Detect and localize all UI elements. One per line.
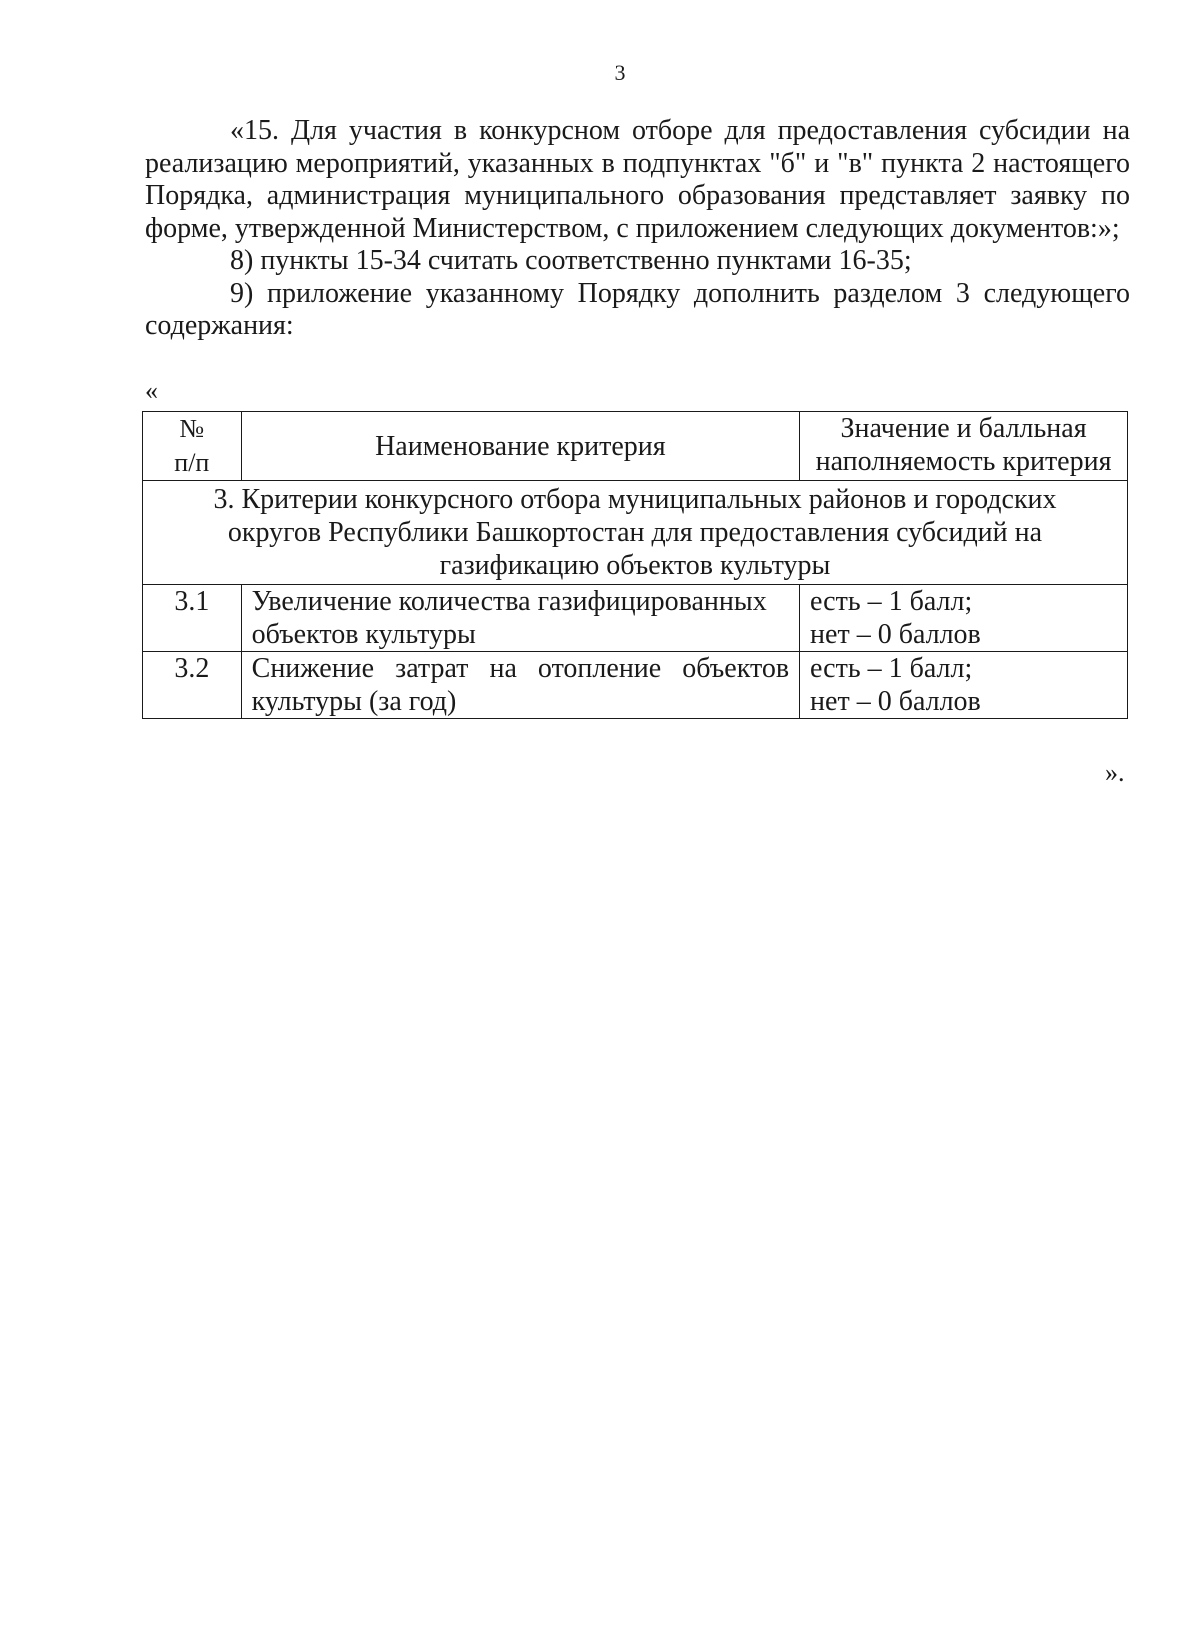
row-num: 3.1 bbox=[143, 585, 242, 652]
table-row bbox=[143, 585, 1128, 652]
header-name: Наименование критерия bbox=[241, 412, 799, 481]
paragraph-item-8: 8) пункты 15-34 считать соответственно пунктами 16-35; bbox=[230, 245, 912, 276]
row-value bbox=[800, 585, 1128, 652]
row-value-no: нет – 0 баллов bbox=[810, 686, 981, 717]
paragraph-item-9: 9) приложение указанному Порядку дополнить разделом 3 следующего содержания: bbox=[145, 277, 1130, 341]
row-value bbox=[800, 652, 1128, 719]
table-row bbox=[143, 652, 1128, 719]
criteria-table bbox=[142, 411, 1128, 719]
header-num-label: № п/п bbox=[174, 414, 210, 477]
row-name: Снижение затрат на отопление объектов культуры (за год) bbox=[241, 652, 799, 719]
header-value: Значение и балльная наполняемость критерия bbox=[800, 412, 1128, 481]
amendment-text bbox=[145, 115, 1130, 343]
table-header-row bbox=[143, 412, 1128, 481]
row-value-yes: есть – 1 балл; bbox=[810, 586, 973, 617]
row-num: 3.2 bbox=[143, 652, 242, 719]
header-num bbox=[143, 412, 242, 481]
row-value-yes: есть – 1 балл; bbox=[810, 653, 973, 684]
table-close-quote: ». bbox=[1105, 758, 1125, 787]
table-open-quote: « bbox=[145, 376, 158, 405]
section-title: 3. Критерии конкурсного отбора муниципальных районов и городских округов Республики Башкортостан для предоставления субсидий на газификацию объектов культуры bbox=[143, 481, 1128, 585]
paragraph-item-15: «15. Для участия в конкурсном отборе для предоставления субсидии на реализацию мероприятий, указанных в подпунктах "б" и "в" пункта 2 настоящего Порядка, администрация муниципального образования представляет заявку по форме, утвержденной Министерством, с приложением следующих документов:»; bbox=[145, 115, 1130, 244]
page-number: 3 bbox=[614, 60, 626, 85]
row-value-no: нет – 0 баллов bbox=[810, 619, 981, 650]
row-name: Увеличение количества газифицированных объектов культуры bbox=[241, 585, 799, 652]
section-row bbox=[143, 481, 1128, 585]
